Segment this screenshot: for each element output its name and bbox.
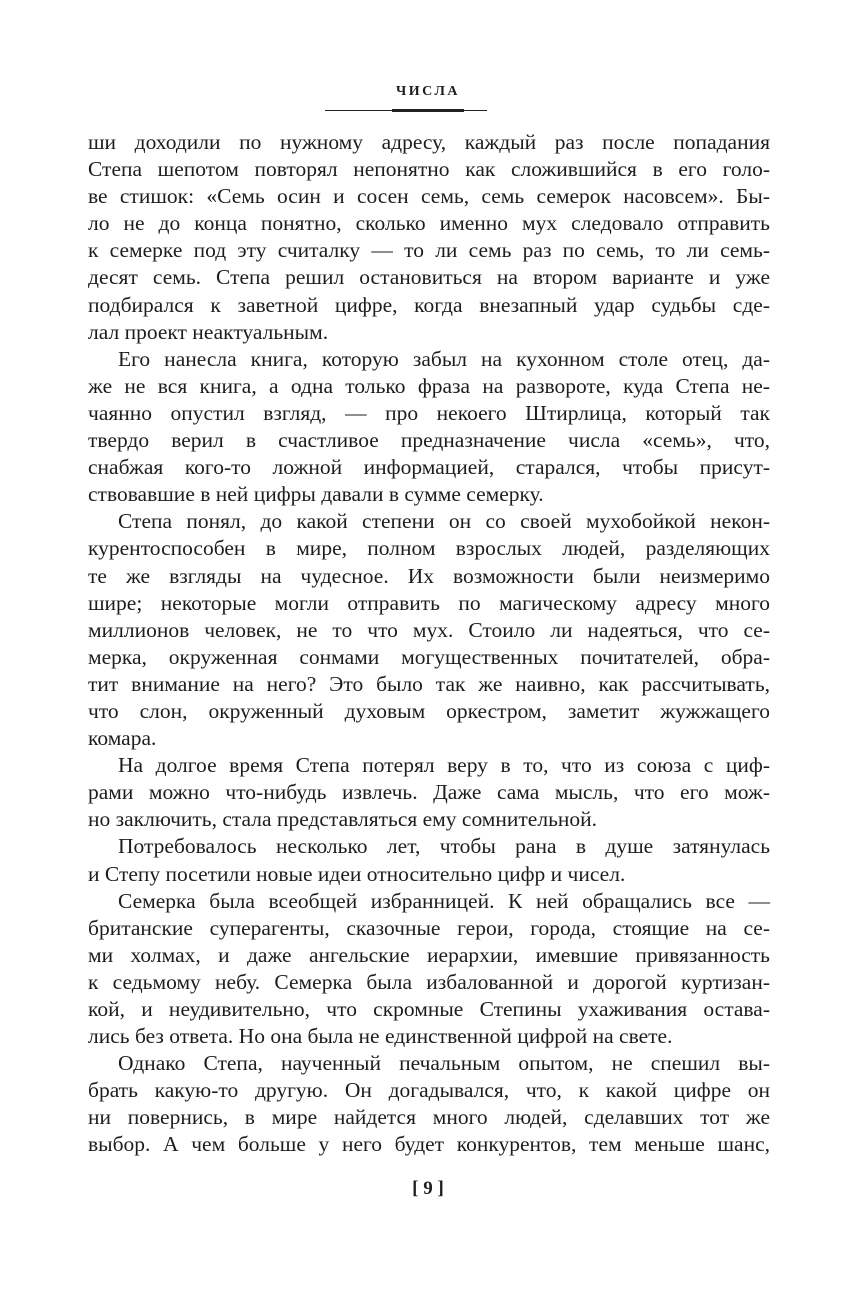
text-line: те же взгляды на чудесное. Их возможности были неизмеримо <box>88 563 770 588</box>
text-line: ло не до конца понятно, сколько именно мух следовало отправить <box>88 211 770 236</box>
paragraph <box>88 129 770 346</box>
text-line: десят семь. Степа решил остановиться на втором варианте и уже <box>88 265 770 290</box>
text-line: ми холмах, и даже ангельские иерархии, имевшие привязанность <box>88 942 770 967</box>
text-line: чаянно опустил взгляд, — про некоего Штирлица, который так <box>88 400 770 425</box>
paragraph <box>88 752 770 833</box>
text-line: же не вся книга, а одна только фраза на развороте, куда Степа не- <box>88 373 770 398</box>
text-line: и Степу посетили новые идеи относительно цифр и чисел. <box>88 861 626 886</box>
text-line: брать какую-то другую. Он догадывался, что, к какой цифре он <box>88 1078 770 1103</box>
text-line: Однако Степа, наученный печальным опытом, не спешил вы- <box>118 1051 770 1076</box>
page-number: [ 9 ] <box>412 1178 444 1199</box>
paragraph <box>88 888 770 1051</box>
paragraph <box>88 508 770 752</box>
text-line: ни повернись, в мире найдется много людей, сделавших тот же <box>88 1105 770 1130</box>
text-line: что слон, окруженный духовым оркестром, заметит жужжащего <box>88 698 770 723</box>
text-line: шире; некоторые могли отправить по магическому адресу много <box>88 590 770 615</box>
text-line: Степа понял, до какой степени он со своей мухобойкой некон- <box>118 509 770 534</box>
paragraph <box>88 833 770 887</box>
text-line: ши доходили по нужному адресу, каждый раз после попадания <box>88 130 770 154</box>
text-line: рами можно что-нибудь извлечь. Даже сама мысль, что его мож- <box>88 780 770 805</box>
text-line: снабжая кого-то ложной информацией, старался, чтобы присут- <box>88 455 770 480</box>
page-body-text <box>88 129 770 1159</box>
text-line: Степа шепотом повторял непонятно как сложившийся в его голо- <box>88 157 770 182</box>
text-line: твердо верил в счастливое предназначение числа «семь», что, <box>88 428 770 453</box>
header-rule-ornament <box>392 109 464 112</box>
text-line: Его нанесла книга, которую забыл на кухонном столе отец, да- <box>118 346 770 371</box>
text-line: Потребовалось несколько лет, чтобы рана в душе затянулась <box>118 834 770 859</box>
text-line: лал проект неактуальным. <box>88 319 329 344</box>
text-line: лись без ответа. Но она была не единственной цифрой на свете. <box>88 1024 673 1049</box>
text-line: подбирался к заветной цифре, когда внезапный удар судьбы сде- <box>88 292 770 317</box>
text-line: к семерке под эту считалку — то ли семь раз по семь, то ли семь- <box>88 238 770 263</box>
text-line: комара. <box>88 726 157 751</box>
text-line: На долгое время Степа потерял веру в то, что из союза с циф- <box>118 753 770 778</box>
text-line: мерка, окруженная сонмами могущественных почитателей, обра- <box>88 644 770 669</box>
text-line: к седьмому небу. Семерка была избалованной и дорогой куртизан- <box>88 969 770 994</box>
paragraph <box>88 1050 770 1158</box>
text-line: ве стишок: «Семь осин и сосен семь, семь семерок насовсем». Бы- <box>88 184 770 209</box>
running-header: ЧИСЛА <box>396 84 460 99</box>
paragraph <box>88 346 770 509</box>
text-line: Семерка была всеобщей избранницей. К ней обращались все — <box>118 888 770 913</box>
text-line: тит внимание на него? Это было так же наивно, как рассчитывать, <box>88 671 770 696</box>
text-line: британские суперагенты, сказочные герои, города, стоящие на се- <box>88 915 770 940</box>
text-line: кой, и неудивительно, что скромные Степины ухаживания остава- <box>88 997 770 1021</box>
text-line: но заключить, стала представляться ему сомнительной. <box>88 807 598 832</box>
text-line: ствовавшие в ней цифры давали в сумме семерку. <box>88 482 544 507</box>
text-line: курентоспособен в мире, полном взрослых людей, разделяющих <box>88 536 770 561</box>
text-line: выбор. А чем больше у него будет конкурентов, тем меньше шанс, <box>88 1132 770 1157</box>
text-line: миллионов человек, не то что мух. Стоило ли надеяться, что се- <box>88 617 770 642</box>
